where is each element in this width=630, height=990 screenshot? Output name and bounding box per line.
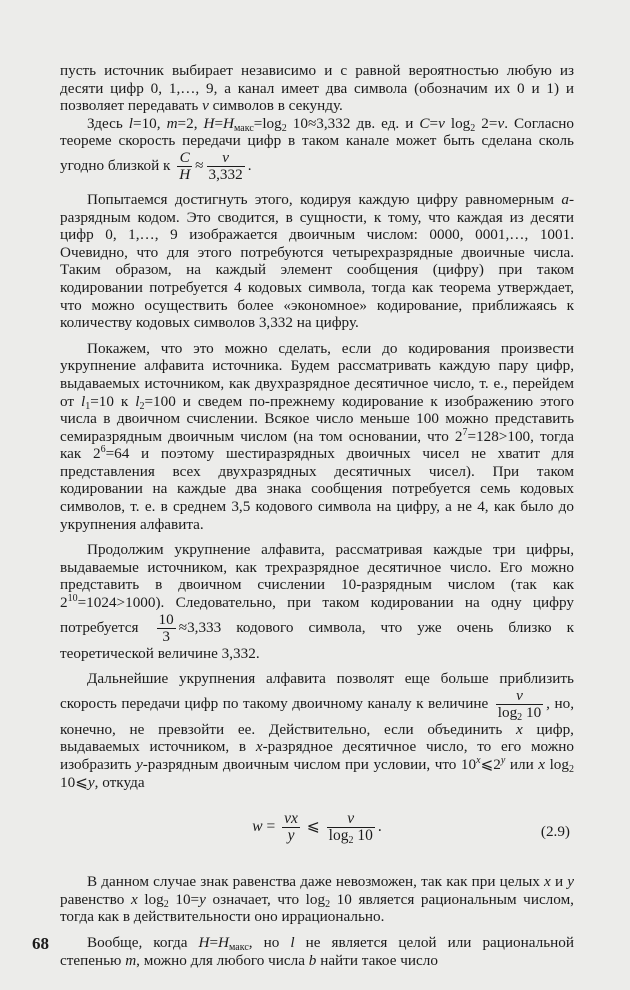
equation-body: w = $\frac{vx}{y}$ ⩽ $\frac{v}{\log_2 10}$ .	[252, 810, 382, 847]
paragraph-7: В данном случае знак равенства даже невозможен, так как при целых x и y равенство x $\log_2 10=y$ означает, что $\log_2 10$ является рациональным числом, тогда как в действительности оно иррационально.	[60, 873, 574, 926]
paragraph-8: Вообще, когда $H=H_{макс}$, но l не является целой или рациональной степенью m, можно для любого числа b найти такое число	[60, 933, 574, 969]
fraction-v-over-log2-10-eq: $\frac{v}{\log_2 10}$	[328, 810, 373, 847]
page-number: 68	[32, 934, 49, 953]
equation-2-9	[60, 811, 574, 855]
paragraph-2: Здесь l=10, m=2, $H=H_{макс}=\log_2$ 10≈3,332 дв. ед. и C=v $\log_2 2=v$. Согласно теореме скорость передачи цифр в таком канале может быть сделана сколь угодно близкой к $\frac{C}{H}$ ≈ $\frac{v}{3,332}$ .	[60, 114, 574, 183]
fraction-c-over-h: $\frac{C}{H}$	[179, 148, 191, 183]
fraction-v-over-log2-10: $\frac{v}{\log_2 10}$	[497, 686, 542, 723]
paragraph-5: Продолжим укрупнение алфавита, рассматривая каждые три цифры, выдаваемые источником, как трехразрядное десятичное число. Его можно представить в двоичном счислении 10-разрядным числом (так как $2^{10}=1024>1000$). Следовательно, при таком кодировании на одну цифру потребуется $\frac{10}{3}$ ≈3,333 кодового символа, что уже очень близко к теоретической величине 3,332.	[60, 541, 575, 662]
fraction-v-over-3332: $\frac{v}{3,332}$	[208, 148, 243, 183]
fraction-vx-over-y: $\frac{vx}{y}$	[284, 810, 298, 845]
paragraph-6: Дальнейшие укрупнения алфавита позволят еще больше приблизить скорость передачи цифр по такому двоичному каналу к величине $\frac{v}{\log_2 10}$ , но, конечно, не превзойти ее. Действительно, если объединить x цифр, выдаваемых источником, в x-разрядное десятичное число, то его можно изобразить y-разрядным двоичным числом при условии, что 10$^x$⩽2$^y$ или x $\log_2$ 10⩽y, откуда	[60, 670, 575, 791]
paragraph-4: Покажем, что это можно сделать, если до кодирования произвести укрупнение алфавита источника. Будем рассматривать каждую пару цифр, выдаваемых источником, как двухразрядное десятичное число, т. е., перейдем от $l_1=10$ к $l_2=100$ и сведем по-прежнему кодирование к изображению этого числа в двоичном счислении. Всякое число меньше 100 можно представить семиразрядным двоичным числом (на том основании, что $2^7=128>100$, тогда как $2^6=64$ и поэтому шестиразрядных двоичных чисел не хватит для представления всех двухразрядных десятичных чисел). При таком кодировании на каждые два знака сообщения потребуется семь кодовых символов, т. е. в среднем 3,5 кодового символа на цифру, а не 4, как было до укрупнения алфавита.	[60, 339, 574, 533]
paragraph-1: пусть источник выбирает независимо и с равной вероятностью любую из десяти цифр 0, 1,…, 9, а канал имеет два символа (обозначим их 0 и 1) и позволяет передавать v символов в секунду.	[60, 62, 574, 115]
paragraph-3: Попытаемся достигнуть этого, кодируя каждую цифру равномерным a-разрядным кодом. Это сводится, в сущности, к тому, что каждая из десяти цифр 0, 1,…, 9 изображается двоичным числом: 0000, 0001,…, 1001. Очевидно, что для этого потребуются четырехразрядные двоичные числа. Таким образом, на каждый элемент сообщения (цифру) при таком кодировании потребуется 4 кодовых символа, тогда как теорема утверждает, что можно осуществить более «экономное» кодирование, приближаясь к количеству кодовых символов 3,332 на цифру.	[60, 190, 574, 332]
equation-number: (2.9)	[540, 823, 570, 841]
fraction-10-over-3: $\frac{10}{3}$	[158, 610, 174, 645]
